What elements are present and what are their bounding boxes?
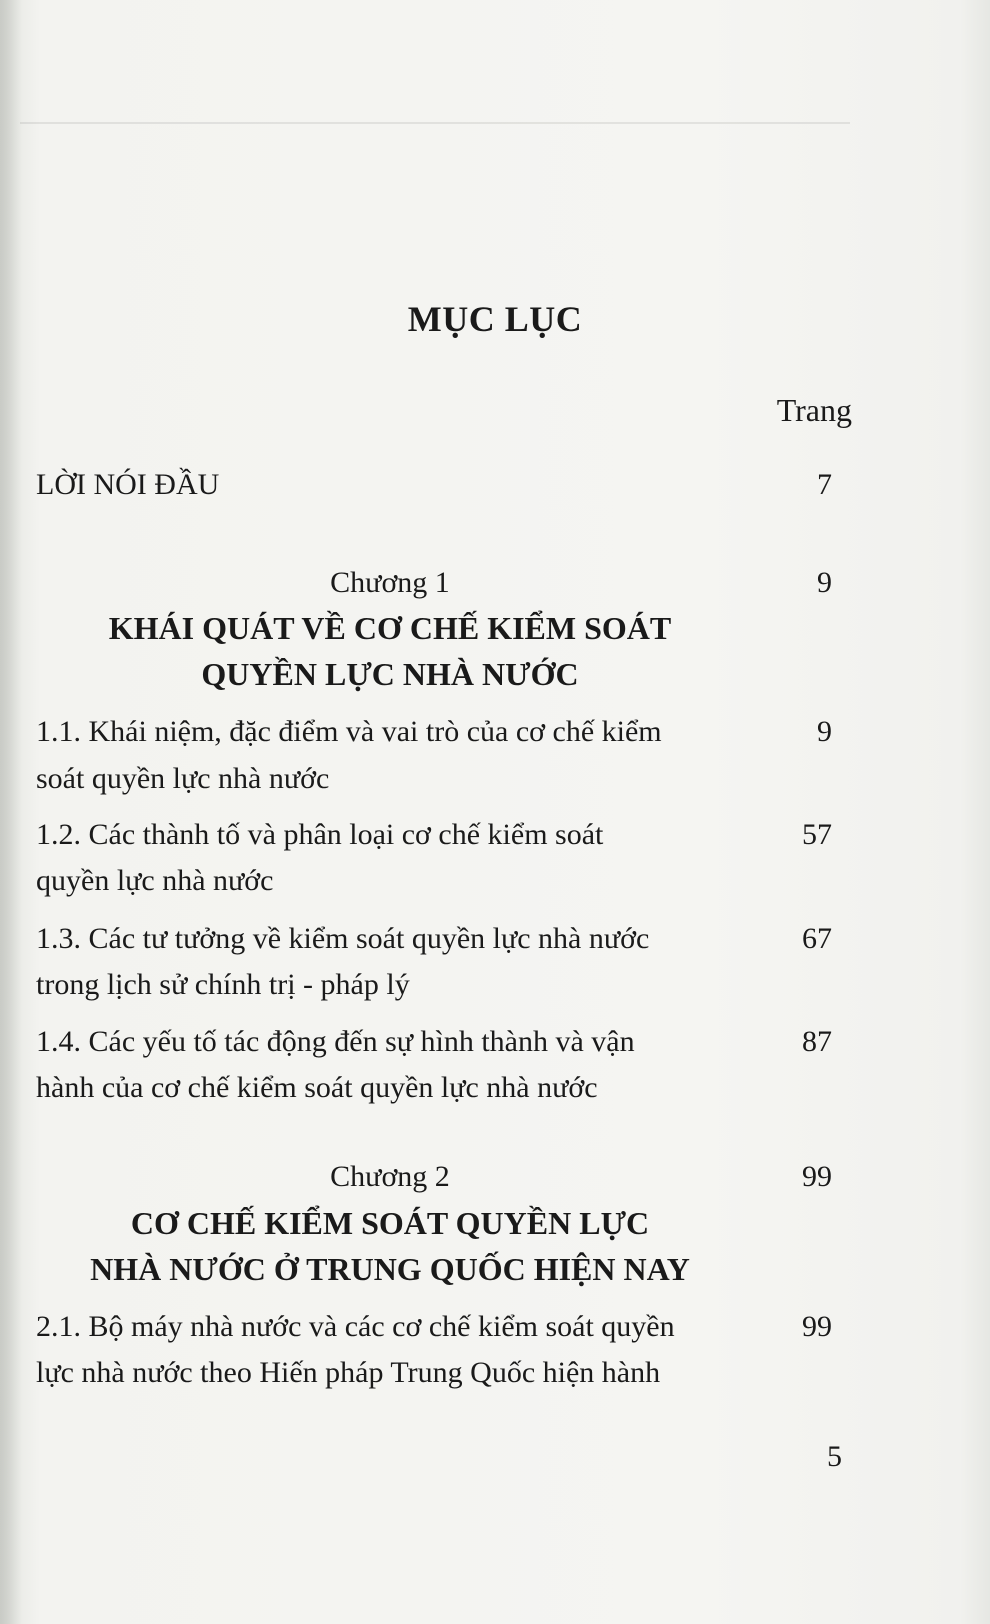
page-column-label: Trang [776, 392, 852, 428]
section-1-2-line1: 1.2. Các thành tố và phân loại cơ chế kiểm soát [36, 818, 604, 851]
chapter-2-title-line2: NHÀ NƯỚC Ở TRUNG QUỐC HIỆN NAY [90, 1251, 690, 1287]
section-1-1-line2: soát quyền lực nhà nước [36, 762, 330, 795]
chapter-1-title-line2: QUYỀN LỰC NHÀ NƯỚC [201, 656, 579, 692]
chapter-1-title-line1: KHÁI QUÁT VỀ CƠ CHẾ KIỂM SOÁT [108, 610, 672, 646]
section-2-1-line1: 2.1. Bộ máy nhà nước và các cơ chế kiểm soát quyền [36, 1310, 675, 1343]
chapter-2-page: 99 [802, 1160, 832, 1193]
section-1-4-line1: 1.4. Các yếu tố tác động đến sự hình thành và vận [36, 1025, 635, 1058]
page-number: 5 [827, 1440, 842, 1473]
section-1-4-line2: hành của cơ chế kiểm soát quyền lực nhà nước [36, 1071, 598, 1104]
toc-entry-foreword: LỜI NÓI ĐẦU [36, 468, 220, 501]
chapter-2-title-line1: CƠ CHẾ KIỂM SOÁT QUYỀN LỰC [130, 1205, 650, 1241]
chapter-2-label: Chương 2 [330, 1160, 450, 1193]
toc-page-foreword: 7 [817, 468, 832, 501]
section-1-3-line1: 1.3. Các tư tưởng về kiểm soát quyền lực nhà nước [36, 922, 650, 955]
section-1-1-page: 9 [817, 715, 832, 748]
section-1-1-line1: 1.1. Khái niệm, đặc điểm và vai trò của cơ chế kiểm [36, 715, 662, 748]
chapter-1-label: Chương 1 [330, 566, 450, 599]
section-1-4-page: 87 [802, 1025, 832, 1058]
chapter-1-page: 9 [817, 566, 832, 599]
section-2-1-line2: lực nhà nước theo Hiến pháp Trung Quốc hiện hành [36, 1356, 661, 1389]
section-1-2-page: 57 [802, 818, 832, 851]
section-1-2-line2: quyền lực nhà nước [36, 864, 274, 897]
section-1-3-page: 67 [802, 922, 832, 955]
toc-heading: MỤC LỤC [407, 299, 583, 339]
section-1-3-line2: trong lịch sử chính trị - pháp lý [36, 968, 410, 1001]
section-2-1-page: 99 [802, 1310, 832, 1343]
